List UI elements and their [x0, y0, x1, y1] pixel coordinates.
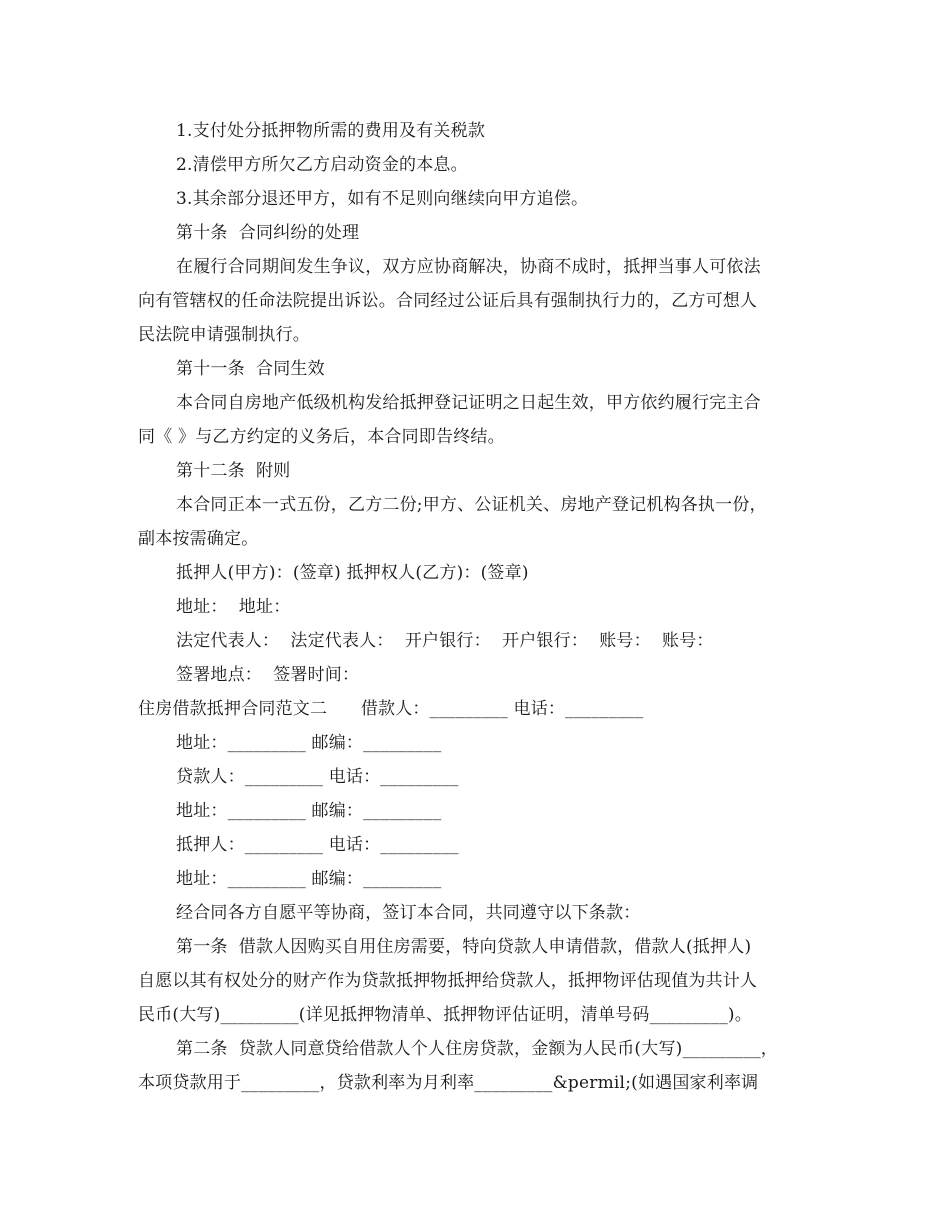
article-10-heading: 第十条 合同纠纷的处理 [176, 223, 360, 243]
sample-two-heading: 住房借款抵押合同范文二 借款人：_________ 电话：_________ [138, 699, 644, 719]
paragraph-line: 向有管辖权的任命法院提出诉讼。合同经过公证后具有强制执行力的，乙方可想人 [138, 291, 758, 311]
article-12-heading: 第十二条 附则 [176, 461, 291, 481]
article-11-heading: 第十一条 合同生效 [176, 359, 325, 379]
form-field-line: 抵押人：_________ 电话：_________ [176, 835, 459, 855]
paragraph-line: 本项贷款用于_________，贷款利率为月利率_________&permil;(如遇国家利率调 [138, 1073, 759, 1093]
paragraph-line: 自愿以其有权处分的财产作为贷款抵押物抵押给贷款人，抵押物评估现值为共计人 [138, 971, 758, 991]
paragraph-line: 本合同正本一式五份，乙方二份;甲方、公证机关、房地产登记机构各执一份， [176, 495, 767, 515]
preamble-line: 经合同各方自愿平等协商，签订本合同，共同遵守以下条款： [176, 903, 641, 923]
form-field-line: 地址：_________ 邮编：_________ [176, 733, 442, 753]
paragraph-line: 在履行合同期间发生争议，双方应协商解决，协商不成时，抵押当事人可依法 [176, 257, 761, 277]
paragraph-line: 民币(大写)_________(详见抵押物清单、抵押物评估证明，清单号码_________)。 [138, 1005, 752, 1025]
clause-item-3: 3.其余部分退还甲方，如有不足则向继续向甲方追偿。 [176, 189, 589, 209]
paragraph-line: 同《 》与乙方约定的义务后，本合同即告终结。 [138, 427, 505, 447]
address-line: 地址： 地址： [176, 597, 291, 617]
signing-place-line: 签署地点： 签署时间： [176, 665, 360, 685]
article-1-line: 第一条 借款人因购买自用住房需要，特向贷款人申请借款，借款人(抵押人) [176, 937, 752, 957]
form-field-line: 贷款人：_________ 电话：_________ [176, 767, 459, 787]
clause-item-1: 1.支付处分抵押物所需的费用及有关税款 [176, 121, 486, 141]
representative-line: 法定代表人： 法定代表人： 开户银行： 开户银行： 账号： 账号： [176, 631, 714, 651]
signature-line: 抵押人(甲方)：(签章) 抵押权人(乙方)：(签章) [176, 563, 529, 583]
clause-item-2: 2.清偿甲方所欠乙方启动资金的本息。 [176, 155, 468, 175]
paragraph-line: 副本按需确定。 [138, 529, 259, 549]
paragraph-line: 本合同自房地产低级机构发给抵押登记证明之日起生效，甲方依约履行完主合 [176, 393, 761, 413]
article-2-line: 第二条 贷款人同意贷给借款人个人住房贷款，金额为人民币(大写)_________， [176, 1039, 778, 1059]
paragraph-line: 民法院申请强制执行。 [138, 325, 310, 345]
form-field-line: 地址：_________ 邮编：_________ [176, 869, 442, 889]
form-field-line: 地址：_________ 邮编：_________ [176, 801, 442, 821]
